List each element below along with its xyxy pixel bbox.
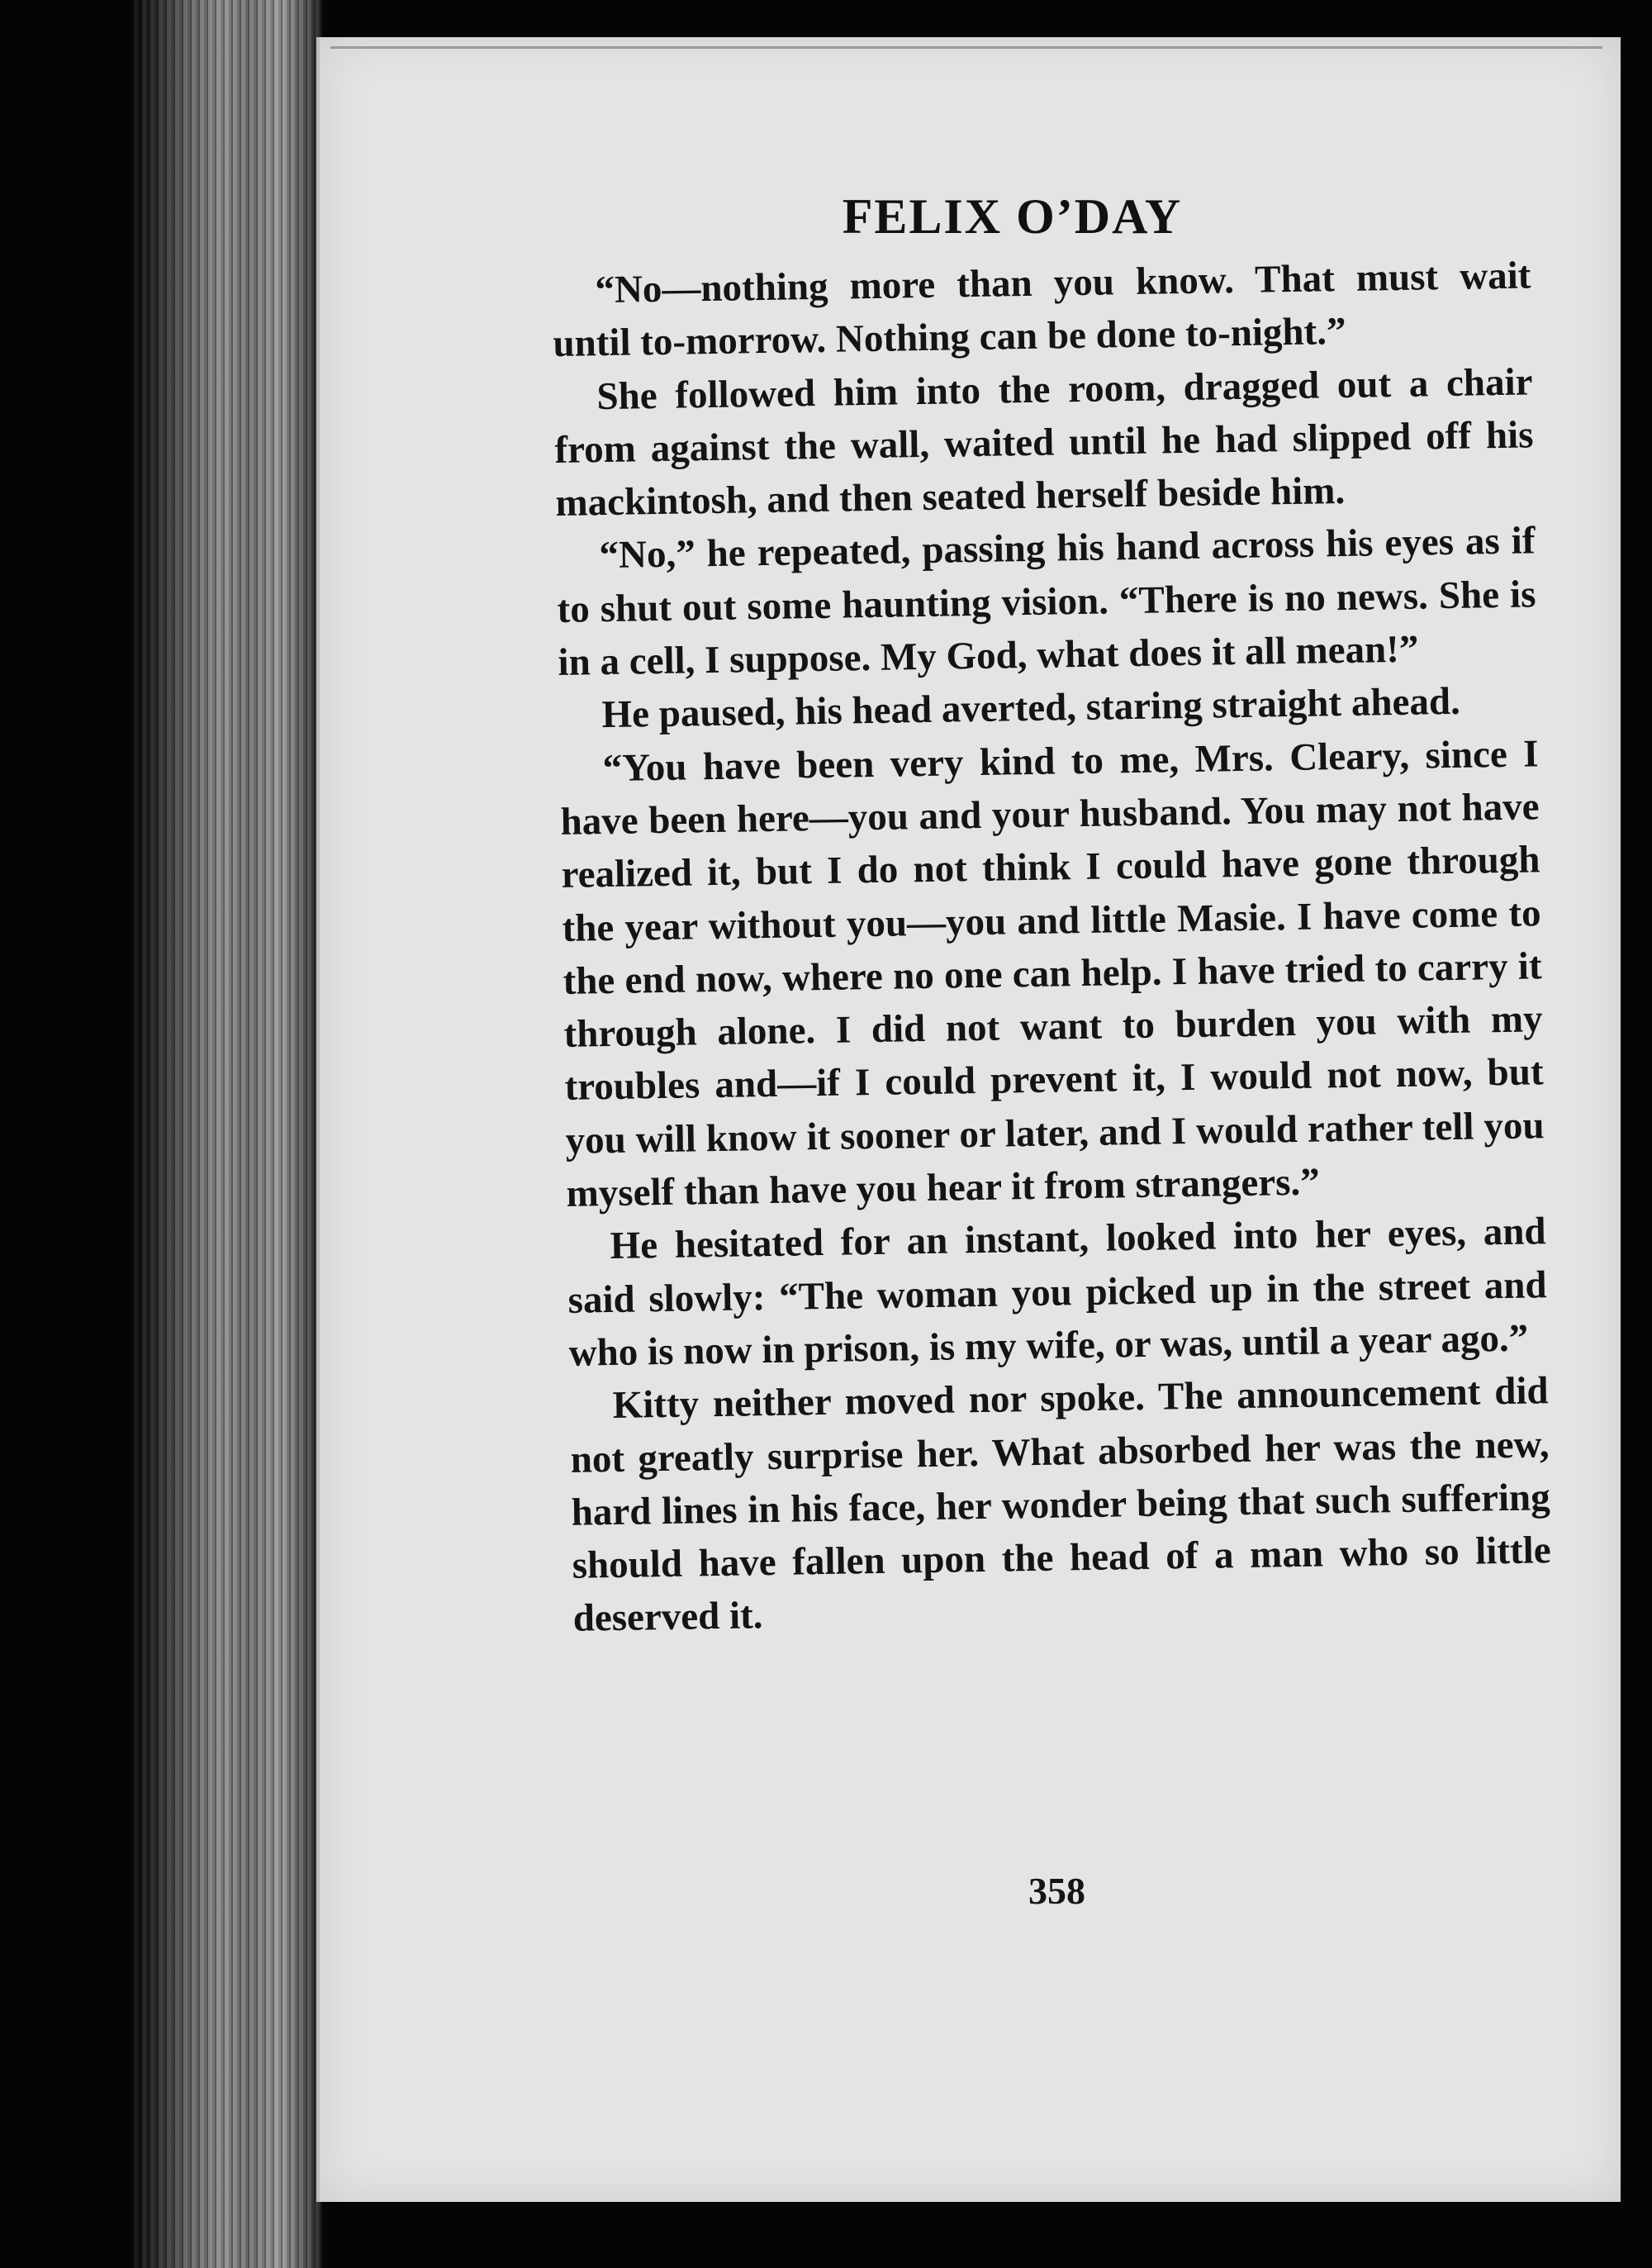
running-head: FELIX O’DAY [842,189,1183,244]
paragraph-3: “No,” he repeated, passing his hand across his eyes as if to shut out some haunting vision. “There is no news. She is in a cell, I suppose. My God, what does it all mean!” [557,519,1536,685]
body-text [552,249,1552,1645]
paragraph-4: He paused, his head averted, staring straight ahead. [601,680,1461,737]
paragraph-1: “No—nothing more than you know. That must wait until to-morrow. Nothing can be done to-night.” [553,254,1531,366]
book-gutter-texture [132,0,322,2268]
paragraph-2: She followed him into the room, dragged out a chair from against the wall, waited until he had slipped off his mackintosh, and then seated herself beside him. [554,359,1534,525]
page-top-edge [330,46,1602,49]
paragraph-5: “You have been very kind to me, Mrs. Cleary, since I have been here—you and your husband. You may not have realized it, but I do not think I could have gone through the year without you—you and little Masie. I have come to the end now, where no one can help. I have tried to carry it through alone. I did not want to burden you with my troubles and—if I could prevent it, I would not now, but you will know it sooner or later, and I would rather tell you myself than have you hear it from strangers.” [560,731,1545,1215]
paragraph-6: He hesitated for an instant, looked into her eyes, and said slowly: “The woman you picked up in the street and who is now in prison, is my wife, or was, until a year ago.” [567,1210,1547,1375]
page-number: 358 [1028,1870,1085,1912]
paragraph-7: Kitty neither moved nor spoke. The announcement did not greatly surprise her. What absorbed her was the new, hard lines in his face, her wonder being that such suffering should have fallen upon the head of a man who so little deserved it. [570,1369,1552,1641]
